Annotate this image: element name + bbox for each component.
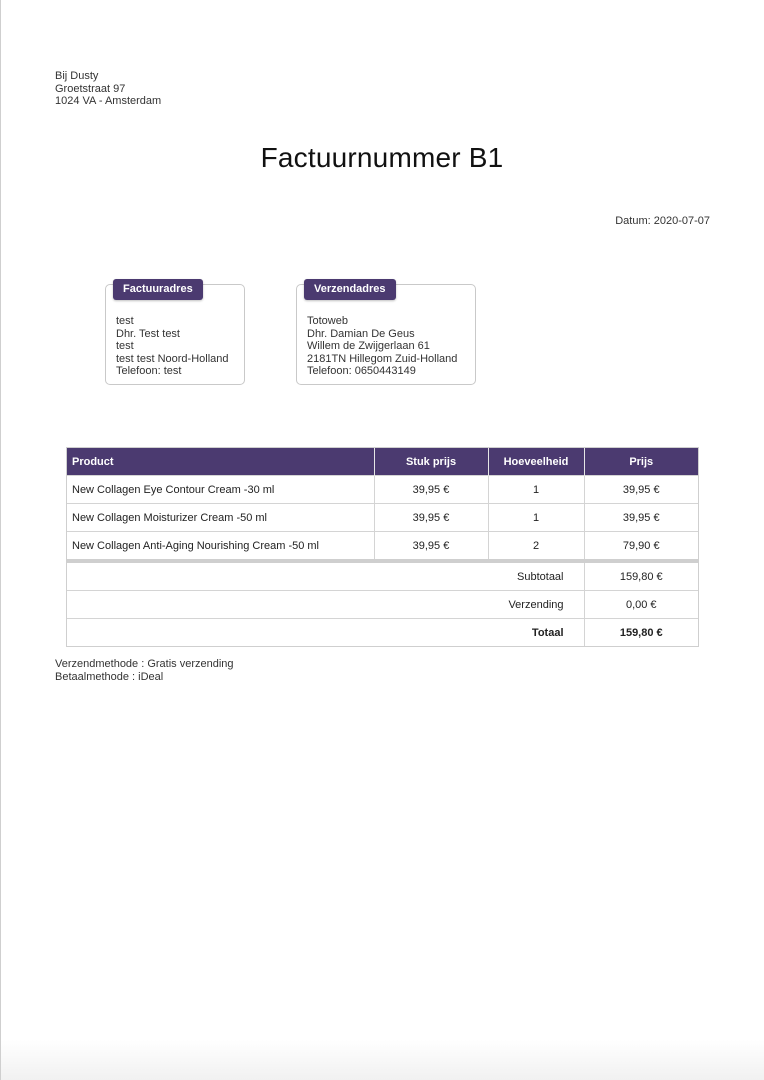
table-row (67, 532, 698, 560)
billing-address-lines (116, 315, 229, 378)
total-value: 159,80 € (584, 619, 698, 647)
sender-address (55, 70, 161, 108)
billing-line: test (116, 340, 134, 352)
table-header-row (67, 448, 698, 476)
shipping-line: 2181TN Hillegom Zuid-Holland (307, 352, 458, 365)
total-label: Totaal (67, 619, 584, 647)
total-row (67, 619, 698, 647)
invoice-items-table (66, 447, 699, 647)
shipping-address-box (296, 284, 476, 385)
line-price: 39,95 € (584, 476, 698, 504)
shipping-line: Dhr. Damian De Geus (307, 327, 415, 340)
shipping-address-lines (307, 315, 457, 378)
line-price: 79,90 € (584, 532, 698, 560)
shipping-line: Telefoon: 0650443149 (307, 365, 416, 377)
column-header-price: Prijs (584, 448, 698, 476)
subtotal-value: 159,80 € (619, 570, 663, 583)
column-header-unit-price: Stuk prijs (374, 448, 488, 476)
shipping-cost-value: 0,00 € (584, 591, 698, 619)
product-name: New Collagen Eye Contour Cream -30 ml (67, 476, 374, 504)
billing-line: test test Noord-Holland (116, 352, 229, 365)
subtotal-row (67, 563, 698, 591)
invoice-date: Datum: 2020-07-07 (615, 215, 710, 227)
unit-price: 39,95 € (374, 532, 488, 560)
invoice-footer (55, 658, 234, 683)
payment-method: Betaalmethode : iDeal (55, 670, 164, 683)
sender-city: 1024 VA - Amsterdam (55, 95, 162, 107)
product-name: New Collagen Anti-Aging Nourishing Cream -50 ml (67, 532, 374, 560)
billing-line: test (116, 315, 134, 327)
billing-address-label: Factuuradres (113, 279, 203, 300)
shipping-cost-label: Verzending (67, 591, 584, 619)
shipping-address-label: Verzendadres (304, 279, 396, 300)
billing-address-box (105, 284, 245, 385)
invoice-title: Factuurnummer B1 (260, 142, 504, 173)
column-header-product: Product (67, 448, 374, 476)
shipping-line: Totoweb (307, 315, 348, 327)
sender-name: Bij Dusty (55, 70, 99, 82)
shipping-line: Willem de Zwijgerlaan 61 (307, 340, 430, 352)
unit-price: 39,95 € (374, 476, 488, 504)
sender-street: Groetstraat 97 (55, 82, 126, 95)
line-price: 39,95 € (584, 504, 698, 532)
product-name: New Collagen Moisturizer Cream -50 ml (67, 504, 374, 532)
billing-line: Telefoon: test (116, 365, 182, 377)
shipping-cost-row (67, 591, 698, 619)
column-header-quantity: Hoeveelheid (488, 448, 584, 476)
billing-line: Dhr. Test test (116, 327, 180, 340)
shipping-method: Verzendmethode : Gratis verzending (55, 658, 234, 670)
quantity: 1 (488, 476, 584, 504)
quantity: 2 (488, 532, 584, 560)
table-row (67, 504, 698, 532)
quantity: 1 (488, 504, 584, 532)
unit-price: 39,95 € (374, 504, 488, 532)
table-row (67, 476, 698, 504)
subtotal-label: Subtotaal (67, 563, 584, 591)
